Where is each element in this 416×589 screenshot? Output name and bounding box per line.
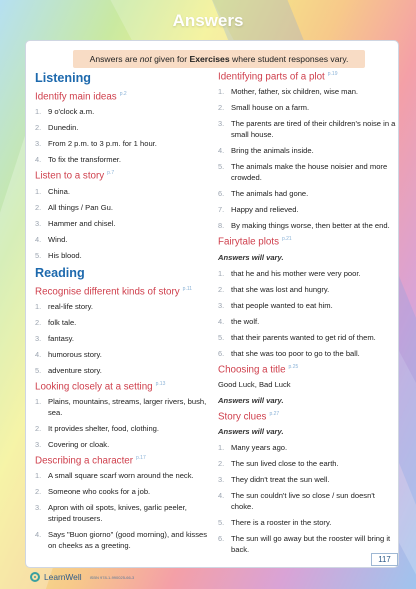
answer-list — [35, 470, 210, 551]
notice-bold: Exercises — [189, 54, 230, 64]
list-item: 5. adventure story. — [35, 365, 102, 375]
page-ref: p.13 — [155, 380, 166, 387]
list-item: 4. humorous story. — [35, 349, 102, 359]
list-item: 3. They didn't treat the sun well. — [218, 475, 330, 485]
list-item: 3. From 2 p.m. to 3 p.m. for 1 hour. — [35, 139, 157, 149]
answer-list — [35, 186, 210, 261]
list-item: 6. The sun will go away but the rooster will bring it back. — [218, 534, 391, 555]
list-item: 4. The sun couldn't live so close / sun doesn't choke. — [218, 491, 375, 512]
list-item: 5. There is a rooster in the story. — [218, 518, 332, 528]
brand-name: LearnWell — [44, 572, 82, 582]
page-ref: p.27 — [269, 410, 280, 417]
list-item: 7. Happy and relieved. — [218, 205, 299, 215]
sub-heading-text: Listen to a story — [35, 170, 105, 182]
list-item: 5. that their parents wanted to get rid of them. — [218, 332, 376, 342]
list-item: 2. Small house on a farm. — [218, 103, 310, 113]
list-item: 4. Says "Buon giorno" (good morning), and kisses on cheeks as a greeting. — [35, 530, 208, 551]
page-ref: p.21 — [281, 236, 292, 243]
list-item: 1. China. — [35, 186, 70, 196]
list-item: 4. To fix the transformer. — [35, 155, 122, 165]
list-item: 2. folk tale. — [35, 317, 77, 327]
answer-list — [35, 106, 210, 165]
notice-text: Answers are — [89, 54, 140, 64]
answer-list — [218, 86, 396, 231]
sub-heading-text: Identifying parts of a plot — [218, 71, 325, 83]
page-number: 117 — [371, 553, 398, 566]
list-item: 1. that he and his mother were very poor. — [218, 268, 361, 278]
publisher-logo — [30, 572, 134, 582]
list-item: 2. Someone who cooks for a job. — [35, 487, 151, 497]
list-item: 2. Dunedin. — [35, 123, 79, 133]
list-item: 1. A small square scarf worn around the neck. — [35, 471, 194, 481]
section-heading-reading: Reading — [35, 265, 85, 280]
list-item: 2. that she was lost and hungry. — [218, 284, 330, 294]
notice-banner — [73, 50, 365, 68]
answer-list — [35, 396, 210, 450]
notice-emphasis: not — [139, 54, 152, 64]
list-item: 4. Bring the animals inside. — [218, 146, 314, 156]
list-item: 2. The sun lived close to the earth. — [218, 459, 339, 469]
answer-text: Good Luck, Bad Luck — [218, 379, 291, 389]
list-item: 1. Mother, father, six children, wise man. — [218, 87, 359, 97]
page-ref: p.7 — [107, 170, 115, 177]
page-title: Answers — [172, 11, 244, 30]
list-item: 1. real-life story. — [35, 301, 94, 311]
sub-heading-text: Describing a character — [35, 455, 134, 467]
sub-heading — [218, 71, 396, 82]
list-item: 3. that people wanted to eat him. — [218, 300, 333, 310]
list-item: 1. Plains, mountains, streams, larger rivers, bush, sea. — [35, 397, 207, 418]
notice-text: given for — [151, 54, 190, 64]
list-item: 6. The animals had gone. — [218, 189, 309, 199]
answers-vary-note: Answers will vary. — [218, 395, 284, 405]
sub-heading — [218, 236, 396, 247]
answers-vary-note: Answers will vary. — [218, 427, 284, 437]
list-item: 2. All things / Pan Gu. — [35, 202, 114, 212]
list-item: 8. By making things worse, then better at the end. — [218, 221, 390, 231]
sub-heading — [218, 411, 396, 422]
sub-heading — [35, 286, 210, 297]
section-heading-listening: Listening — [35, 71, 91, 85]
left-column — [35, 71, 210, 556]
sub-heading — [35, 381, 210, 392]
list-item: 5. His blood. — [35, 250, 82, 260]
list-item: 6. that she was too poor to go to the ball. — [218, 348, 360, 358]
sub-heading — [35, 91, 210, 102]
page-ref: p.25 — [288, 363, 299, 370]
page-ref: p.2 — [119, 91, 127, 97]
answer-list — [218, 442, 396, 555]
learnwell-logo-icon — [30, 572, 40, 582]
isbn-text: ISBN 978-1-990025-66-3 — [89, 574, 135, 580]
answer-list — [35, 301, 210, 376]
sub-heading — [218, 364, 396, 375]
list-item: 3. Hammer and chisel. — [35, 218, 116, 228]
list-item: 5. The animals make the house noisier and more crowded. — [218, 162, 388, 183]
list-item: 3. Apron with oil spots, knives, garlic peeler, striped trousers. — [35, 503, 187, 524]
list-item: 3. fantasy. — [35, 333, 75, 343]
answers-vary-note: Answers will vary. — [218, 252, 284, 262]
sub-heading-text: Story clues — [218, 411, 267, 423]
sub-heading-text: Looking closely at a setting — [35, 381, 153, 393]
list-item: 4. Wind. — [35, 234, 68, 244]
notice-text: where student responses vary. — [229, 54, 349, 64]
list-item: 3. The parents are tired of their children's noise in a small house. — [218, 119, 396, 140]
page-ref: p.11 — [182, 285, 193, 292]
right-column — [218, 71, 396, 560]
list-item: 3. Covering or cloak. — [35, 440, 110, 450]
sub-heading — [35, 455, 210, 466]
sub-heading-text: Identify main ideas — [35, 91, 117, 103]
sub-heading-text: Choosing a title — [218, 363, 286, 375]
sub-heading-text: Fairytale plots — [218, 236, 279, 248]
list-item: 1. Many years ago. — [218, 443, 288, 453]
answer-list — [218, 268, 396, 359]
list-item: 1. 9 o'clock a.m. — [35, 107, 95, 117]
sub-heading-text: Recognise different kinds of story — [35, 285, 180, 297]
list-item: 2. It provides shelter, food, clothing. — [35, 424, 160, 434]
page-ref: p.17 — [136, 455, 146, 462]
sub-heading — [35, 170, 210, 181]
list-item: 4. the wolf. — [218, 316, 260, 326]
page-ref: p.19 — [327, 71, 338, 77]
answers-card — [25, 40, 399, 568]
